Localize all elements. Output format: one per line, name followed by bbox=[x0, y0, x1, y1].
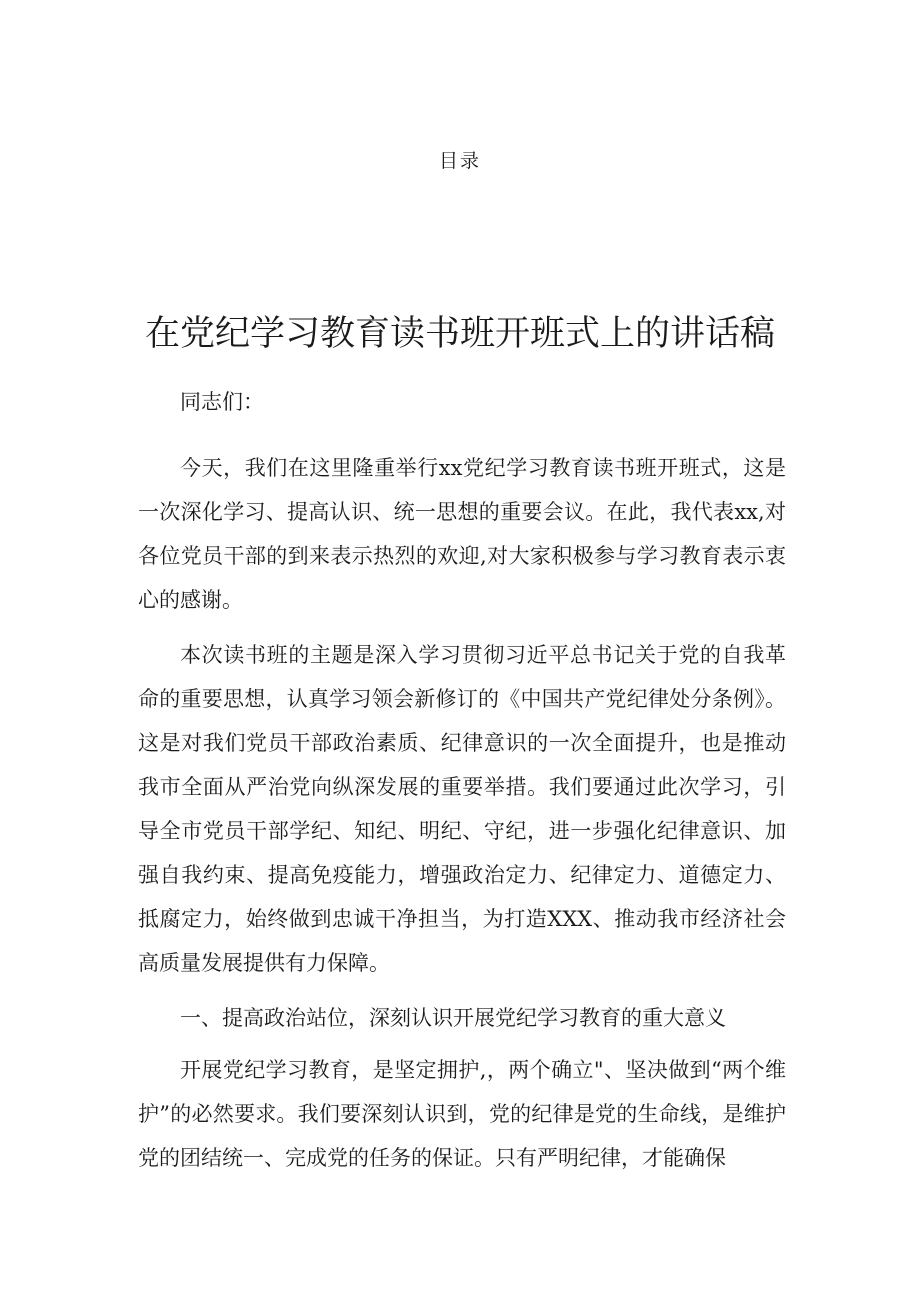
salutation: 同志们： bbox=[180, 390, 264, 414]
document-title: 在党纪学习教育读书班开班式上的讲话稿 bbox=[144, 314, 775, 354]
document-body bbox=[138, 380, 786, 1191]
paragraph-intro: 今天，我们在这里隆重举行xx党纪学习教育读书班开班式，这是一次深化学习、提高认识、统一思想的重要会议。在此，我代表xx,对各位党员干部的到来表示热烈的欢迎,对大家积极参与学习教育表示衷心的感谢。 bbox=[138, 456, 786, 612]
toc-label: 目录 bbox=[438, 150, 481, 172]
section-heading-1: 一、提高政治站位，深刻认识开展党纪学习教育的重大意义 bbox=[180, 1006, 726, 1030]
paragraph-theme: 本次读书班的主题是深入学习贯彻习近平总书记关于党的自我革命的重要思想，认真学习领会新修订的《中国共产党纪律处分条例》。这是对我们党员干部政治素质、纪律意识的一次全面提升，也是推动我市全面从严治党向纵深发展的重要举措。我们要通过此次学习，引导全市党员干部学纪、知纪、明纪、守纪，进一步强化纪律意识、加强自我约束、提高免疫能力，增强政治定力、纪律定力、道德定力、抵腐定力，始终做到忠诚干净担当，为打造XXX、推动我市经济社会高质量发展提供有力保障。 bbox=[138, 643, 786, 975]
section-paragraph-1: 开展党纪学习教育，是坚定拥护,，两个确立"、坚决做到“两个维护”的必然要求。我们要深刻认识到，党的纪律是党的生命线，是维护党的团结统一、完成党的任务的保证。只有严明纪律，才能确保 bbox=[138, 1058, 786, 1170]
